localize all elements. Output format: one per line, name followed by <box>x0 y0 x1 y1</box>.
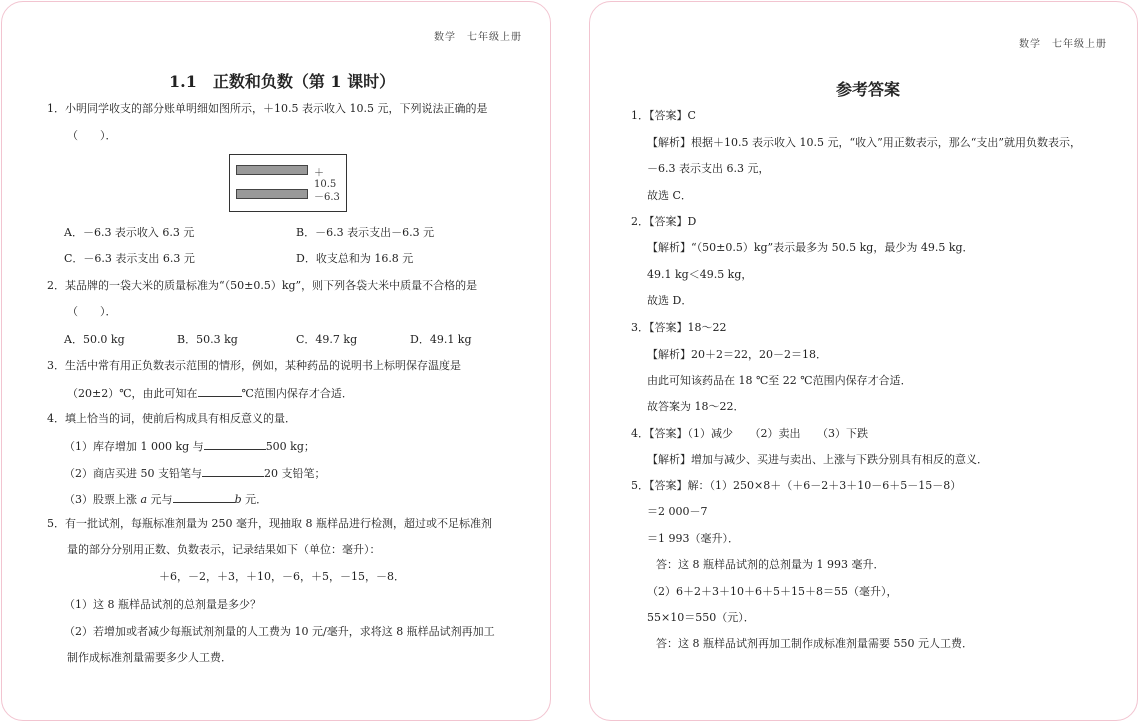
answer-1: 1．【答案】C <box>631 109 696 122</box>
item-1-text-after: 500 kg； <box>265 440 315 453</box>
question-2-option-a: A．50.0 kg <box>64 333 125 346</box>
answer-page <box>589 1 1138 721</box>
item-2-text-after: 20 支铅笔； <box>264 467 326 480</box>
answer-2-explanation-1: 【解析】“（50±0.5）kg”表示最多为 50.5 kg，最少为 49.5 kg． <box>647 241 974 254</box>
answer-4-explanation-1: 【解析】增加与减少、买进与卖出、上涨与下跌分别具有相反的意义． <box>647 453 988 466</box>
question-2-paren: （ ）． <box>67 305 117 318</box>
answer-5-line-4: 答：这 8 瓶样品试剂的总剂量为 1 993 毫升． <box>656 558 885 571</box>
answer-3-explanation-3: 故答案为 18～22． <box>647 400 745 413</box>
item-2-text-before: （2）商店买进 50 支铅笔与 <box>64 467 202 480</box>
question-4-item-1 <box>64 438 315 454</box>
question-5-data: ＋6，－2，＋3，＋10，－6，＋5，－15，－8． <box>159 570 405 583</box>
question-3-text-after-blank: ℃范围内保存才合适． <box>241 387 353 400</box>
answer-blank[interactable] <box>204 438 266 450</box>
question-1-option-a: A．－6.3 表示收入 6.3 元 <box>64 226 195 239</box>
answer-5-line-5: （2）6＋2＋3＋10＋6＋5＋15＋8＝55（毫升）， <box>647 585 898 598</box>
question-2-option-c: C．49.7 kg <box>296 333 358 346</box>
question-5-sub-1: （1）这 8 瓶样品试剂的总剂量是多少？ <box>64 598 261 611</box>
answer-blank[interactable] <box>202 465 264 477</box>
question-2-option-d: D．49.1 kg <box>410 333 472 346</box>
answer-3-explanation-2: 由此可知该药品在 18 ℃至 22 ℃范围内保存才合适． <box>647 374 912 387</box>
item-3-text-middle: 元与 <box>147 493 173 506</box>
page-title: 1.1 正数和负数（第 1 课时） <box>169 72 396 91</box>
question-2-option-b: B．50.3 kg <box>177 333 238 346</box>
answer-1-explanation-1: 【解析】根据＋10.5 表示收入 10.5 元，“收入”用正数表示，那么“支出”就用负数表示， <box>647 136 1081 149</box>
answer-2-explanation-2: 49.1 kg＜49.5 kg， <box>647 268 753 281</box>
expense-bar <box>236 189 308 199</box>
question-1-stem: 1．小明同学收支的部分账单明细如图所示，＋10.5 表示收入 10.5 元，下列说法正确的是 <box>47 102 488 115</box>
answer-5-line-6: 55×10＝550（元）． <box>647 611 755 624</box>
answer-blank[interactable] <box>173 491 235 503</box>
item-1-text-before: （1）库存增加 1 000 kg 与 <box>64 440 204 453</box>
item-3-text-before: （3）股票上涨 <box>64 493 141 506</box>
question-page <box>1 1 551 721</box>
question-5-sub-2-line-2: 制作成标准剂量需要多少人工费． <box>67 651 232 664</box>
question-1-paren: （ ）． <box>67 129 117 142</box>
answer-3-explanation-1: 【解析】20＋2＝22，20－2＝18． <box>647 348 827 361</box>
income-label: ＋10.5 <box>314 168 337 190</box>
answer-2-explanation-3: 故选 D． <box>647 294 693 307</box>
answer-blank[interactable] <box>198 385 242 397</box>
item-3-text-after: 元． <box>241 493 268 506</box>
expense-label: －6.3 <box>314 192 340 203</box>
income-bar <box>236 165 308 175</box>
answer-5-line-7: 答：这 8 瓶样品试剂再加工制作成标准剂量需要 550 元人工费． <box>656 637 973 650</box>
answer-title: 参考答案 <box>836 80 901 99</box>
page-header: 数学 七年级上册 <box>1019 39 1107 50</box>
answer-2: 2．【答案】D <box>631 215 697 228</box>
question-3-line-1: 3．生活中常有用正负数表示范围的情形，例如，某种药品的说明书上标明保存温度是 <box>47 359 461 372</box>
page-header: 数学 七年级上册 <box>434 32 522 43</box>
question-5-line-2: 量的部分分别用正数、负数表示，记录结果如下（单位：毫升）： <box>67 543 381 556</box>
answer-4: 4．【答案】（1）减少 （2）卖出 （3）下跌 <box>631 427 868 440</box>
question-1-option-b: B．－6.3 表示支出－6.3 元 <box>296 226 435 239</box>
question-3-text-before-blank: （20±2）℃，由此可知在 <box>67 387 198 400</box>
question-1-option-d: D．收支总和为 16.8 元 <box>296 252 414 265</box>
answer-5-line-3: ＝1 993（毫升）． <box>647 532 739 545</box>
question-2-stem: 2．某品牌的一袋大米的质量标准为“（50±0.5）kg”，则下列各袋大米中质量不合格的是 <box>47 279 478 292</box>
question-5-sub-2-line-1: （2）若增加或者减少每瓶试剂剂量的人工费为 10 元/毫升，求将这 8 瓶样品试剂再加工 <box>64 625 495 638</box>
question-3-line-2 <box>67 385 353 401</box>
variable-b: b <box>234 493 242 506</box>
question-4-item-2 <box>64 465 326 481</box>
answer-3: 3．【答案】18～22 <box>631 321 727 334</box>
answer-5: 5．【答案】解：（1）250×8＋（＋6－2＋3＋10－6＋5－15－8） <box>631 479 962 492</box>
question-4-stem: 4．填上恰当的词，使前后构成具有相反意义的量． <box>47 412 296 425</box>
answer-5-line-2: ＝2 000－7 <box>647 505 708 518</box>
question-1-option-c: C．－6.3 表示支出 6.3 元 <box>64 252 195 265</box>
answer-1-explanation-3: 故选 C． <box>647 189 692 202</box>
question-5-line-1: 5．有一批试剂，每瓶标准剂量为 250 毫升，现抽取 8 瓶样品进行检测，超过或不足标准剂 <box>47 517 492 530</box>
variable-a: a <box>140 493 148 506</box>
answer-1-explanation-2: －6.3 表示支出 6.3 元， <box>647 162 770 175</box>
question-4-item-3 <box>64 491 267 507</box>
bill-figure <box>229 154 347 212</box>
